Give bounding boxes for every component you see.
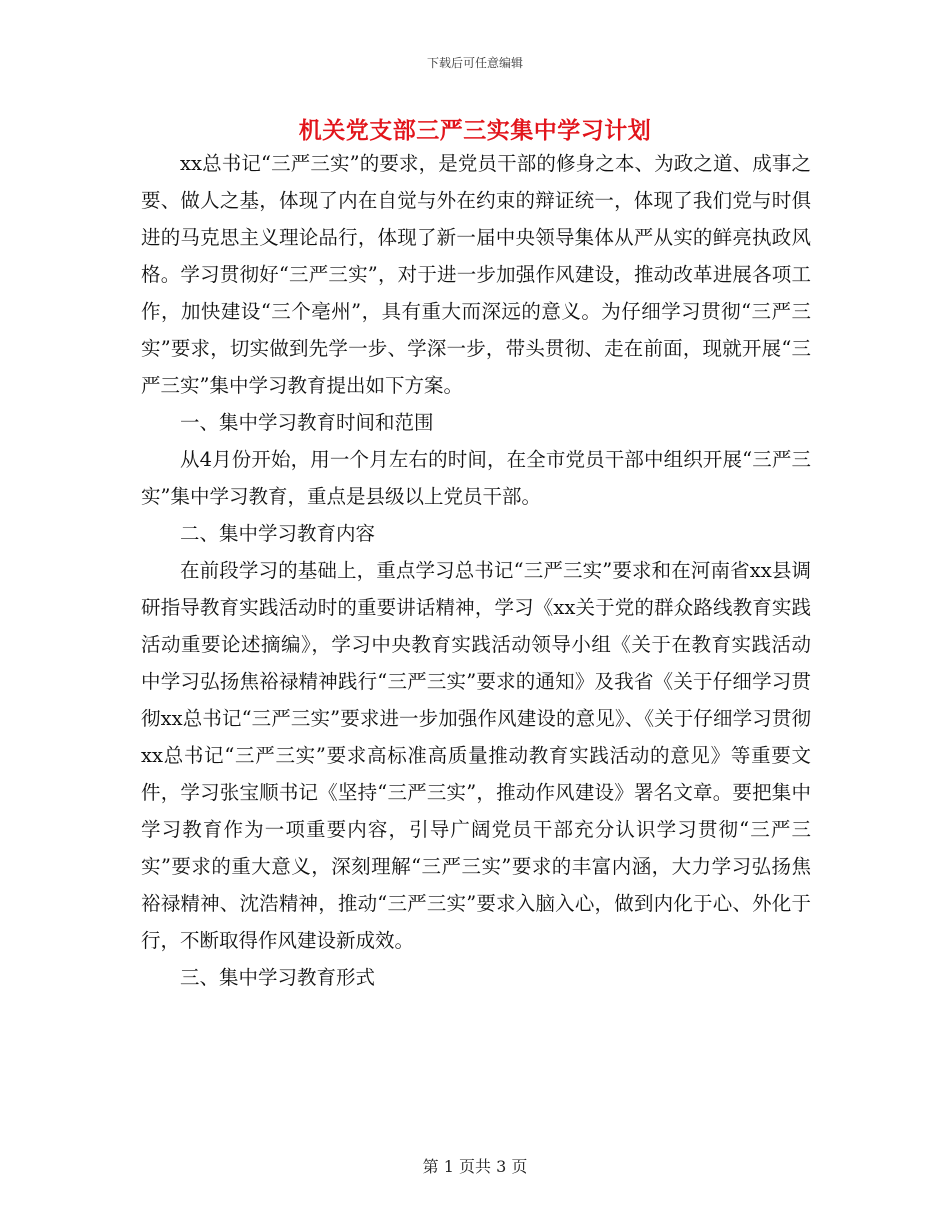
page-footer: 第 1 页共 3 页 — [422, 1157, 528, 1176]
document-title: 机关党支部三严三实集中学习计划 — [298, 118, 652, 144]
section-2-paragraph: 在前段学习的基础上，重点学习总书记“三严三实”要求和在河南省xx县调研指导教育实践活动时的重要讲话精神，学习《xx关于党的群众路线教育实践活动重要论述摘编》，学习中央教育实践活动领导小组《关于在教育实践活动中学习弘扬焦裕禄精神践行“三严三实”要求的通知》及我省《关于仔细学习贯彻xx总书记“三严三实”要求进一步加强作风建设的意见》、《关于仔细学习贯彻xx总书记“三严三实”要求高标准高质量推动教育实践活动的意见》等重要文件，学习张宝顺书记《坚持“三严三实”，推动作风建设》署名文章。要把集中学习教育作为一项重要内容，引导广阔党员干部充分认识学习贯彻“三严三实”要求的重大意义，深刻理解“三严三实”要求的丰富内涵，大力学习弘扬焦裕禄精神、沈浩精神，推动“三严三实”要求入脑入心，做到内化于心、外化于行，不断取得作风建设新成效。 — [141, 559, 811, 952]
intro-paragraph: xx总书记“三严三实”的要求，是党员干部的修身之本、为政之道、成事之要、做人之基，体现了内在自觉与外在约束的辩证统一，体现了我们党与时俱进的马克思主义理论品行，体现了新一届中央领导集体从严从实的鲜亮执政风格。学习贯彻好“三严三实”，对于进一步加强作风建设，推动改革进展各项工作，加快建设“三个亳州”，具有重大而深远的意义。为仔细学习贯彻“三严三实”要求，切实做到先学一步、学深一步，带头贯彻、走在前面，现就开展“三严三实”集中学习教育提出如下方案。 — [141, 152, 811, 397]
document-body — [141, 145, 811, 996]
page-header: 下载后可任意编辑 — [426, 56, 523, 70]
section-heading-2: 二、集中学习教育内容 — [180, 522, 376, 545]
section-1-paragraph: 从4月份开始，用一个月左右的时间，在全市党员干部中组织开展“三严三实”集中学习教育，重点是县级以上党员干部。 — [141, 448, 811, 508]
section-heading-1: 一、集中学习教育时间和范围 — [180, 411, 434, 434]
section-heading-3: 三、集中学习教育形式 — [180, 966, 376, 989]
